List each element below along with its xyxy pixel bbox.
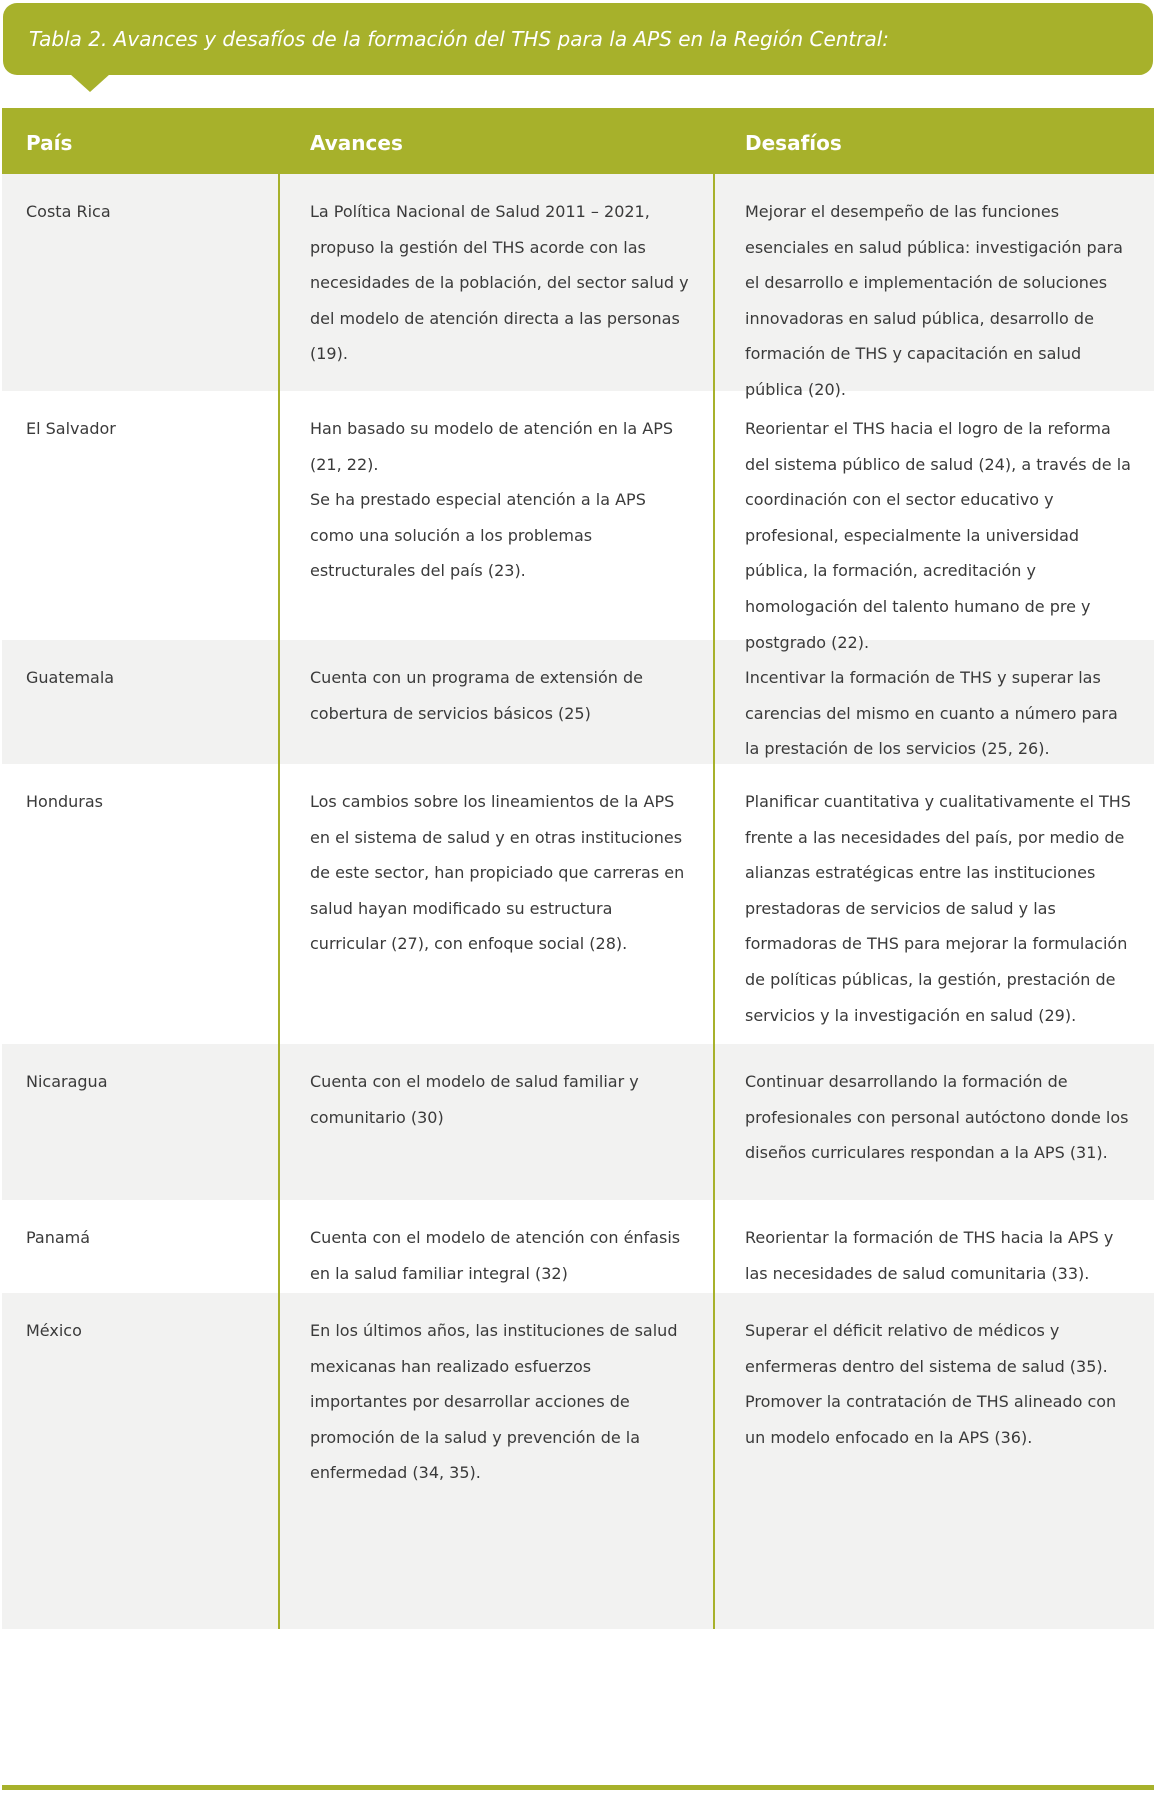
table-caption-banner [3, 3, 1153, 75]
table-row [2, 174, 1154, 399]
cell-challenges [713, 1044, 1154, 1200]
cell-paragraph: Cuenta con el modelo de salud familiar y comunitario (30) [310, 1072, 639, 1127]
table-row [2, 1200, 1154, 1293]
header-country: País [26, 131, 73, 155]
cell-country: Panamá [26, 1228, 91, 1247]
cell-paragraph: Planificar cuantitativa y cualitativamente el THS frente a las necesidades del país, por medio de alianzas estratégicas entre las instituciones prestadoras de servicios de salud y las formadoras de THS para mejorar la formulación de políticas públicas, la gestión, prestación de servicios y la investigación en salud (29). [745, 792, 1131, 1025]
cell-country: Costa Rica [26, 202, 111, 221]
cell-challenges [713, 174, 1154, 399]
cell-advances [278, 1200, 713, 1293]
cell-paragraph: Promover la contratación de THS alineado con un modelo enfocado en la APS (36). [745, 1392, 1117, 1447]
cell-country: Nicaragua [26, 1072, 108, 1091]
table-caption: Tabla 2. Avances y desafíos de la formación del THS para la APS en la Región Central: [29, 27, 890, 51]
table-header-row [2, 108, 1154, 174]
cell-challenges [713, 1200, 1154, 1293]
cell-paragraph: Reorientar el THS hacia el logro de la reforma del sistema público de salud (24), a través de la coordinación con el sector educativo y profesional, especialmente la universidad pública, la formación, acreditación y homologación del talento humano de pre y postgrado (22). [745, 419, 1131, 652]
cell-advances [278, 1044, 713, 1200]
table-row [2, 1293, 1154, 1629]
cell-paragraph: Cuenta con el modelo de atención con énfasis en la salud familiar integral (32) [310, 1228, 681, 1283]
cell-country: México [26, 1321, 82, 1340]
header-challenges: Desafíos [745, 131, 842, 155]
cell-country: Guatemala [26, 668, 115, 687]
cell-advances [278, 174, 713, 391]
caption-pointer-arrow [70, 74, 110, 92]
table-row [2, 391, 1154, 652]
cell-country: Honduras [26, 792, 103, 811]
cell-paragraph: Superar el déficit relativo de médicos y enfermeras dentro del sistema de salud (35). [745, 1321, 1108, 1376]
cell-advances [278, 391, 713, 640]
cell-paragraph: Cuenta con un programa de extensión de cobertura de servicios básicos (25) [310, 668, 643, 723]
cell-paragraph: La Política Nacional de Salud 2011 – 2021, propuso la gestión del THS acorde con las necesidades de la población, del sector salud y del modelo de atención directa a las personas (19). [310, 202, 689, 364]
cell-advances [278, 640, 713, 764]
data-table [2, 108, 1154, 1629]
cell-paragraph: En los últimos años, las instituciones de salud mexicanas han realizado esfuerzos importantes por desarrollar acciones de promoción de la salud y prevención de la enfermedad (34, 35). [310, 1321, 678, 1483]
cell-challenges [713, 764, 1154, 1044]
cell-challenges [713, 391, 1154, 652]
cell-challenges [713, 640, 1154, 764]
cell-challenges [713, 1293, 1154, 1629]
cell-paragraph: Los cambios sobre los lineamientos de la APS en el sistema de salud y en otras instituciones de este sector, han propiciado que carreras en salud hayan modificado su estructura curricular (27), con enfoque social (28). [310, 792, 685, 954]
cell-paragraph: Incentivar la formación de THS y superar las carencias del mismo en cuanto a número para la prestación de los servicios (25, 26). [745, 668, 1118, 759]
cell-advances [278, 1293, 713, 1629]
table-row [2, 764, 1154, 1044]
cell-paragraph: Mejorar el desempeño de las funciones esenciales en salud pública: investigación para el desarrollo e implementación de soluciones innovadoras en salud pública, desarrollo de formación de THS y capacitación en salud pública (20). [745, 202, 1123, 399]
table-row [2, 1044, 1154, 1200]
cell-paragraph: Reorientar la formación de THS hacia la APS y las necesidades de salud comunitaria (33). [745, 1228, 1114, 1283]
table-row [2, 640, 1154, 764]
cell-country: El Salvador [26, 419, 116, 438]
cell-paragraph: Se ha prestado especial atención a la APS como una solución a los problemas estructurales del país (23). [310, 490, 646, 581]
cell-paragraph: Han basado su modelo de atención en la APS (21, 22). [310, 419, 674, 474]
table-bottom-rule [2, 1785, 1154, 1790]
header-advances: Avances [310, 131, 403, 155]
cell-paragraph: Continuar desarrollando la formación de profesionales con personal autóctono donde los diseños curriculares respondan a la APS (31). [745, 1072, 1129, 1163]
cell-advances [278, 764, 713, 1044]
